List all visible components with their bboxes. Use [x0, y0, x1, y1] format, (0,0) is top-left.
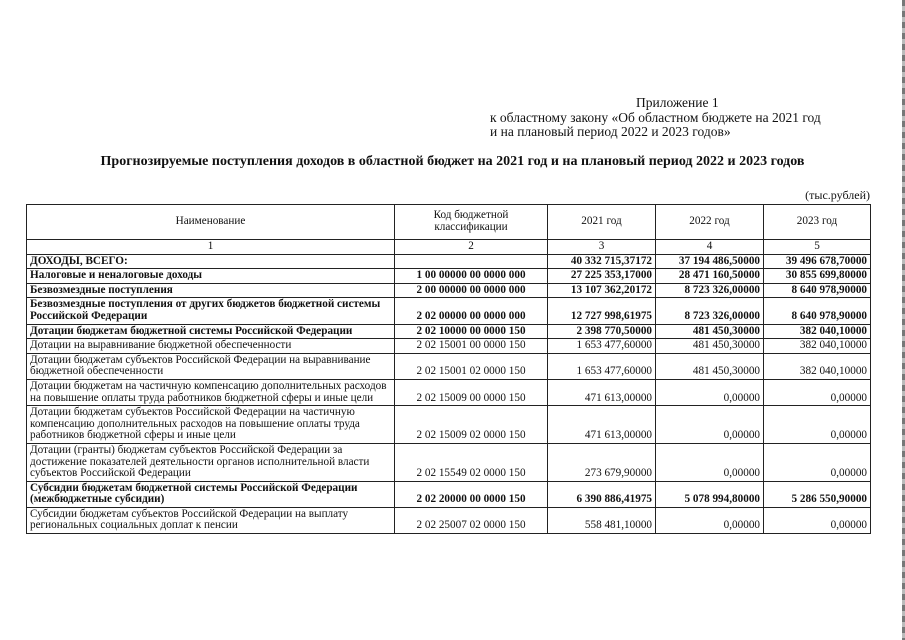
row-value-2022: 8 723 326,00000 [656, 298, 764, 324]
row-name: Дотации бюджетам субъектов Российской Федерации на выравнивание бюджетной обеспеченности [27, 353, 395, 379]
row-value-2022: 0,00000 [656, 443, 764, 481]
row-value-2021: 27 225 353,17000 [548, 269, 656, 284]
row-code: 2 02 00000 00 0000 000 [395, 298, 548, 324]
header-code: Код бюджетной классификации [395, 205, 548, 240]
table-row [27, 353, 871, 379]
row-value-2023: 39 496 678,70000 [764, 254, 871, 269]
row-name: Налоговые и неналоговые доходы [27, 269, 395, 284]
table-row [27, 298, 871, 324]
header-2022: 2022 год [656, 205, 764, 240]
document-title: Прогнозируемые поступления доходов в областной бюджет на 2021 год и на плановый период 2022 и 2023 годов [100, 154, 805, 169]
row-value-2021: 471 613,00000 [548, 406, 656, 444]
row-code: 2 02 10000 00 0000 150 [395, 324, 548, 339]
row-value-2021: 40 332 715,37172 [548, 254, 656, 269]
row-value-2021: 1 653 477,60000 [548, 353, 656, 379]
table-row [27, 406, 871, 444]
table-row [27, 339, 871, 354]
table-row [27, 254, 871, 269]
row-value-2021: 2 398 770,50000 [548, 324, 656, 339]
appendix-block [490, 96, 821, 140]
table-row [27, 379, 871, 405]
row-value-2022: 5 078 994,80000 [656, 481, 764, 507]
row-name: Безвозмездные поступления [27, 283, 395, 298]
row-code: 2 02 15549 02 0000 150 [395, 443, 548, 481]
row-value-2023: 8 640 978,90000 [764, 298, 871, 324]
units-label: (тыс.рублей) [805, 188, 870, 202]
row-value-2022: 481 450,30000 [656, 339, 764, 354]
row-code: 2 02 15009 02 0000 150 [395, 406, 548, 444]
column-number: 2 [395, 240, 548, 255]
row-code: 2 02 20000 00 0000 150 [395, 481, 548, 507]
row-value-2021: 13 107 362,20172 [548, 283, 656, 298]
row-name: Субсидии бюджетам бюджетной системы Российской Федерации (межбюджетные субсидии) [27, 481, 395, 507]
row-name: Дотации бюджетам бюджетной системы Российской Федерации [27, 324, 395, 339]
table-row [27, 507, 871, 533]
column-number: 1 [27, 240, 395, 255]
row-value-2023: 5 286 550,90000 [764, 481, 871, 507]
table-body [27, 254, 871, 533]
column-number-row [27, 240, 871, 255]
table-row [27, 443, 871, 481]
row-value-2022: 481 450,30000 [656, 353, 764, 379]
header-2023: 2023 год [764, 205, 871, 240]
row-value-2022: 0,00000 [656, 379, 764, 405]
column-number: 5 [764, 240, 871, 255]
table-row [27, 324, 871, 339]
row-value-2021: 1 653 477,60000 [548, 339, 656, 354]
row-name: Дотации бюджетам субъектов Российской Федерации на частичную компенсацию дополнительных расходов на повышение оплаты труда работников бюджетной сферы и иные цели [27, 406, 395, 444]
row-value-2023: 0,00000 [764, 406, 871, 444]
column-number: 4 [656, 240, 764, 255]
row-name: Дотации бюджетам на частичную компенсацию дополнительных расходов на повышение оплаты труда работников бюджетной сферы и иные цели [27, 379, 395, 405]
row-code [395, 254, 548, 269]
row-value-2023: 0,00000 [764, 443, 871, 481]
row-value-2021: 471 613,00000 [548, 379, 656, 405]
table-header-row [27, 205, 871, 240]
row-value-2021: 12 727 998,61975 [548, 298, 656, 324]
row-value-2021: 558 481,10000 [548, 507, 656, 533]
row-value-2022: 28 471 160,50000 [656, 269, 764, 284]
row-value-2023: 382 040,10000 [764, 324, 871, 339]
row-value-2021: 273 679,90000 [548, 443, 656, 481]
row-value-2023: 0,00000 [764, 507, 871, 533]
appendix-period: и на плановый период 2022 и 2023 годов» [490, 124, 731, 139]
appendix-law-reference: к областному закону «Об областном бюджете на 2021 год [490, 109, 821, 125]
table-row [27, 269, 871, 284]
table-row [27, 481, 871, 507]
row-code: 2 02 15001 00 0000 150 [395, 339, 548, 354]
row-value-2023: 30 855 699,80000 [764, 269, 871, 284]
row-code: 2 02 15009 00 0000 150 [395, 379, 548, 405]
row-code: 2 02 25007 02 0000 150 [395, 507, 548, 533]
row-name: Субсидии бюджетам субъектов Российской Федерации на выплату региональных социальных доплат к пенсии [27, 507, 395, 533]
row-code: 1 00 00000 00 0000 000 [395, 269, 548, 284]
appendix-number: Приложение 1 [636, 95, 719, 110]
row-name: ДОХОДЫ, ВСЕГО: [27, 254, 395, 269]
column-number: 3 [548, 240, 656, 255]
row-value-2022: 0,00000 [656, 406, 764, 444]
table-row [27, 283, 871, 298]
row-value-2023: 0,00000 [764, 379, 871, 405]
row-name: Безвозмездные поступления от других бюджетов бюджетной системы Российской Федерации [27, 298, 395, 324]
row-value-2023: 382 040,10000 [764, 339, 871, 354]
row-value-2022: 37 194 486,50000 [656, 254, 764, 269]
row-value-2022: 8 723 326,00000 [656, 283, 764, 298]
header-2021: 2021 год [548, 205, 656, 240]
row-value-2023: 382 040,10000 [764, 353, 871, 379]
row-name: Дотации (гранты) бюджетам субъектов Российской Федерации за достижение показателей деятельности органов исполнительной власти субъектов Российской Федерации [27, 443, 395, 481]
revenue-table [26, 204, 871, 534]
header-name: Наименование [27, 205, 395, 240]
row-value-2022: 481 450,30000 [656, 324, 764, 339]
row-code: 2 00 00000 00 0000 000 [395, 283, 548, 298]
row-value-2022: 0,00000 [656, 507, 764, 533]
row-name: Дотации на выравнивание бюджетной обеспеченности [27, 339, 395, 354]
row-code: 2 02 15001 02 0000 150 [395, 353, 548, 379]
row-value-2023: 8 640 978,90000 [764, 283, 871, 298]
row-value-2021: 6 390 886,41975 [548, 481, 656, 507]
